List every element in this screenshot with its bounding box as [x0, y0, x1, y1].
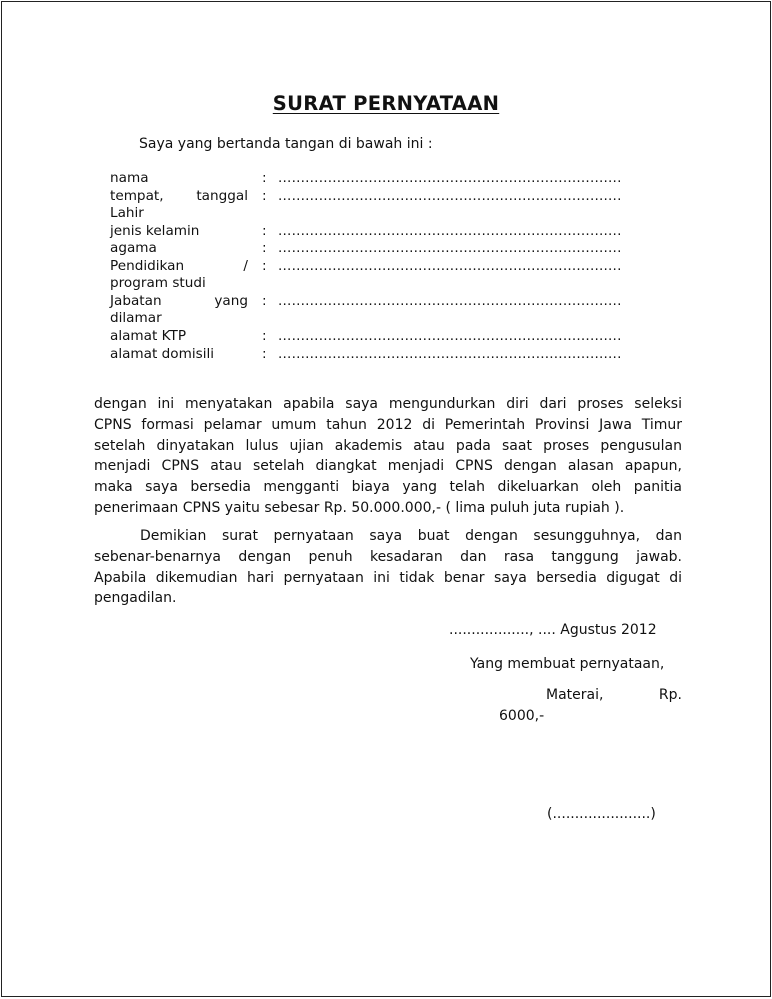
field-colon: :: [262, 258, 267, 274]
paragraph-line: pengadilan.: [94, 590, 177, 607]
field-label-wrap: [110, 293, 248, 328]
closing-paragraph: [94, 526, 682, 609]
field-label-continued: Lahir: [110, 205, 144, 222]
field-label-wrap: [110, 188, 248, 223]
paragraph-line: sebenar-benarnya dengan penuh kesadaran dan rasa tanggung jawab.: [94, 548, 682, 565]
stamp-amount: 6000,-: [499, 708, 545, 724]
field-label: nama: [110, 170, 149, 186]
field-dots: ............................................................................: [278, 223, 622, 239]
statement-paragraph: [94, 394, 682, 519]
field-dots: ............................................................................: [278, 170, 622, 186]
field-dots: ............................................................................: [278, 346, 622, 362]
letter-page: [1, 1, 771, 997]
field-label-continued: program studi: [110, 275, 206, 292]
field-dots: ............................................................................: [278, 293, 622, 309]
intro-text: Saya yang bertanda tangan di bawah ini :: [139, 136, 433, 152]
date-line: .................., .... Agustus 2012: [449, 622, 657, 638]
field-dots: ............................................................................: [278, 258, 622, 274]
document-title-text: SURAT PERNYATAAN: [272, 92, 500, 115]
paragraph-line: Apabila dikemudian hari pernyataan ini tidak benar saya bersedia digugat di: [94, 569, 682, 586]
field-dots: ............................................................................: [278, 188, 622, 204]
field-colon: :: [262, 240, 267, 256]
paragraph-line: menjadi CPNS atau setelah diangkat menjadi CPNS dengan alasan apapun,: [94, 458, 682, 475]
field-label: jenis kelamin: [110, 223, 200, 239]
paragraph-line: CPNS formasi pelamar umum tahun 2012 di Pemerintah Provinsi Jawa Timur: [94, 416, 682, 433]
stamp-note: [546, 687, 682, 703]
field-label-wrap: [110, 258, 248, 293]
field-colon: :: [262, 188, 267, 204]
signer-caption: Yang membuat pernyataan,: [470, 656, 665, 672]
paragraph-line: dengan ini menyatakan apabila saya mengundurkan diri dari proses seleksi: [94, 396, 682, 412]
field-colon: :: [262, 223, 267, 239]
field-label: Jabatan yang: [110, 293, 248, 309]
field-label: tempat, tanggal: [110, 188, 248, 204]
paragraph-line: Demikian surat pernyataan saya buat dengan sesungguhnya, dan: [140, 528, 682, 544]
field-dots: ............................................................................: [278, 328, 622, 344]
paragraph-line: maka saya bersedia mengganti biaya yang telah dikeluarkan oleh panitia: [94, 479, 682, 496]
signature-placeholder: (......................): [547, 806, 656, 822]
field-dots: ............................................................................: [278, 240, 622, 256]
paragraph-line: setelah dinyatakan lulus ujian akademis atau pada saat proses pengusulan: [94, 437, 682, 454]
field-colon: :: [262, 346, 267, 362]
field-tempat-tanggal-lahir: [110, 188, 650, 224]
stamp-line: Materai, Rp.: [546, 687, 682, 703]
field-label: Pendidikan /: [110, 258, 248, 274]
field-colon: :: [262, 328, 267, 344]
field-label-continued: dilamar: [110, 310, 162, 327]
field-jabatan: [110, 293, 650, 329]
document-title: [2, 92, 770, 115]
field-colon: :: [262, 293, 267, 309]
paragraph-line: penerimaan CPNS yaitu sebesar Rp. 50.000.000,- ( lima puluh juta rupiah ).: [94, 499, 625, 516]
field-label: alamat domisili: [110, 346, 215, 362]
field-label: alamat KTP: [110, 328, 187, 344]
field-pendidikan: [110, 258, 650, 294]
field-colon: :: [262, 170, 267, 186]
field-label: agama: [110, 240, 157, 256]
